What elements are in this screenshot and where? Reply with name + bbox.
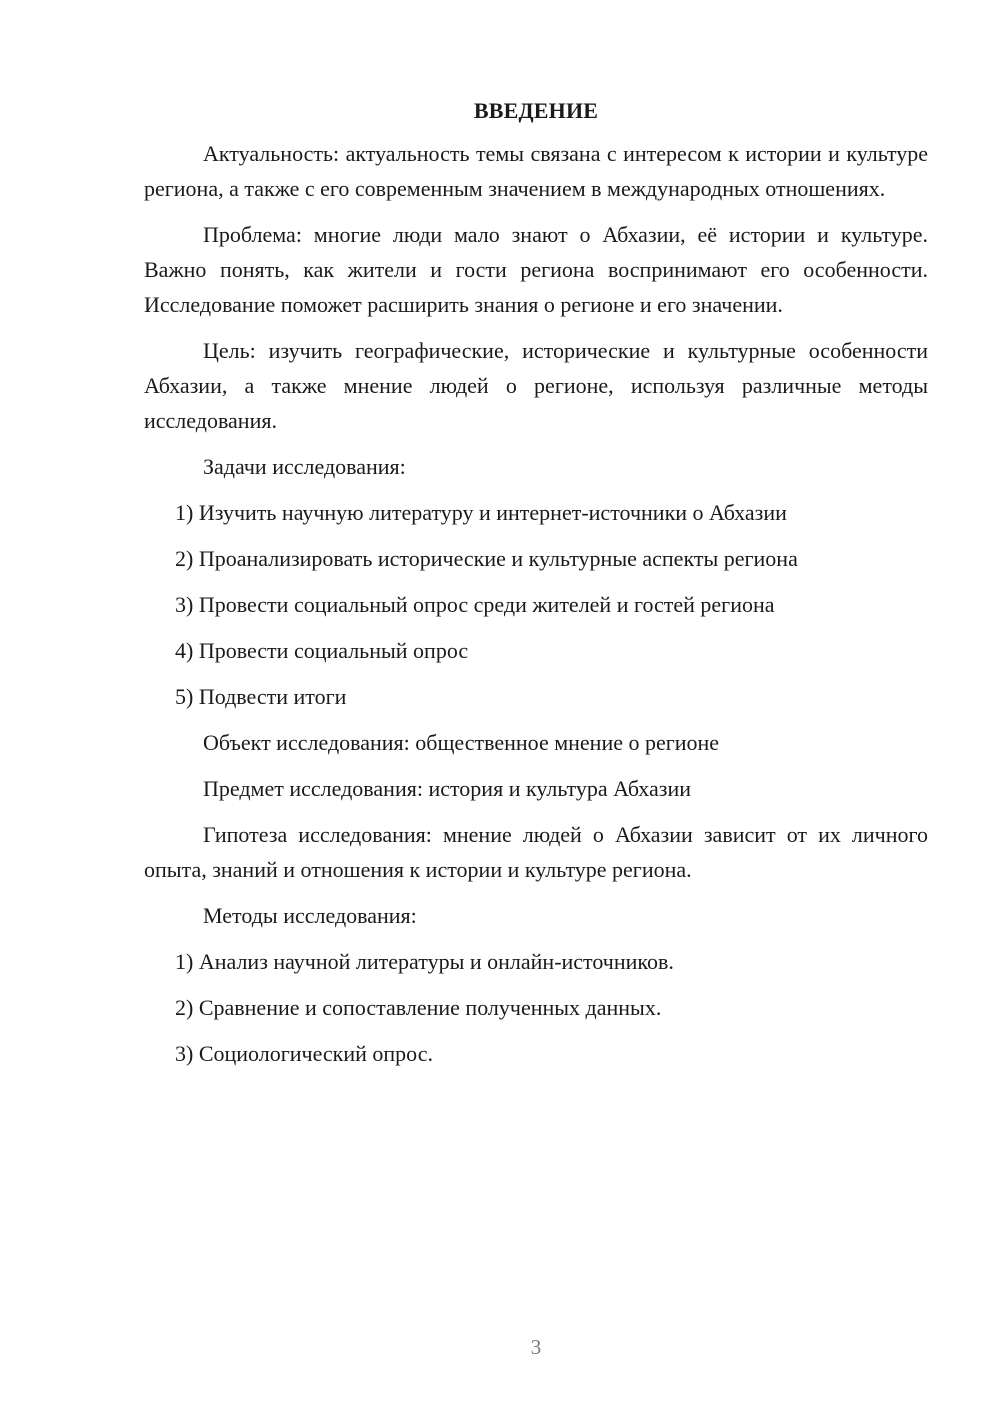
list-item: 4) Провести социальный опрос [175,638,469,663]
goal-paragraph: Цель: изучить географические, исторические и культурные особенности Абхазии, а также мнение людей о регионе, используя различные методы исследования. [144,338,928,433]
list-item: 5) Подвести итоги [175,684,347,709]
tasks-list [144,495,928,714]
relevance-paragraph: Актуальность: актуальность темы связана с интересом к истории и культуре региона, а также с его современным значением в международных отношениях. [144,141,928,201]
page-number: 3 [530,1335,542,1359]
list-item: 3) Социологический опрос. [175,1041,433,1066]
list-item: 2) Проанализировать исторические и культурные аспекты региона [175,546,798,571]
section-heading: ВВЕДЕНИЕ [473,98,599,123]
object-paragraph: Объект исследования: общественное мнение о регионе [203,730,720,755]
list-item: 3) Провести социальный опрос среди жителей и гостей региона [175,592,775,617]
page-content [144,96,928,1082]
hypothesis-paragraph: Гипотеза исследования: мнение людей о Абхазии зависит от их личного опыта, знаний и отношения к истории и культуре региона. [144,822,928,882]
methods-title: Методы исследования: [203,903,417,928]
problem-paragraph: Проблема: многие люди мало знают о Абхазии, её истории и культуре. Важно понять, как жители и гости региона воспринимают его особенности. Исследование поможет расширить знания о регионе и его значении. [144,222,928,317]
tasks-title: Задачи исследования: [203,454,406,479]
list-item: 1) Анализ научной литературы и онлайн-источников. [175,949,674,974]
list-item: 2) Сравнение и сопоставление полученных данных. [175,995,662,1020]
subject-paragraph: Предмет исследования: история и культура Абхазии [203,776,691,801]
methods-list [144,944,928,1071]
list-item: 1) Изучить научную литературу и интернет-источники о Абхазии [175,500,787,525]
